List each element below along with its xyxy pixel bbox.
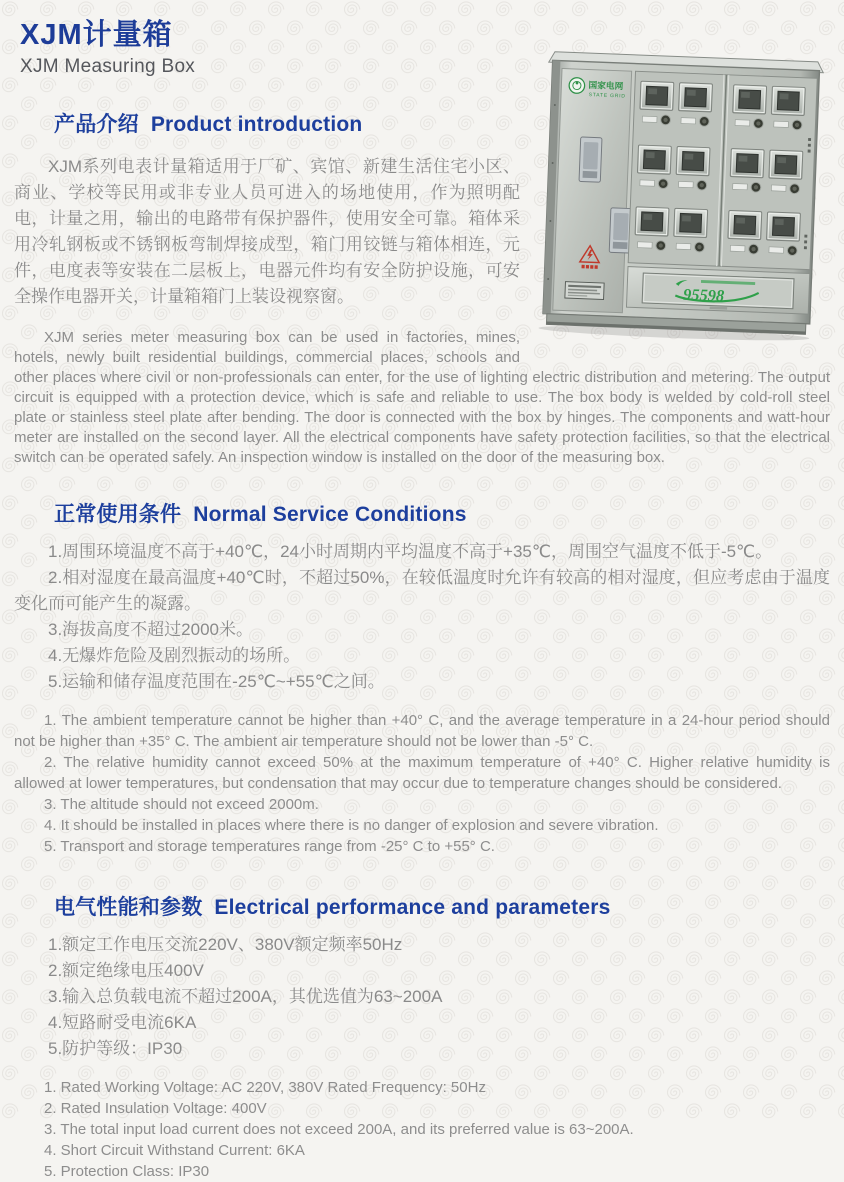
meter-window (727, 210, 761, 254)
list-item: 2. Rated Insulation Voltage: 400V (44, 1100, 267, 1117)
section-heading-en: Product introduction (150, 113, 363, 136)
section-heading (54, 891, 830, 921)
nameplate (565, 282, 604, 300)
meter-window (771, 86, 805, 130)
intro-paragraph-zh: XJM系列电表计量箱适用于厂矿、宾馆、新建生活住宅小区、商业、学校等民用或非专业人员可进入的场地使用，作为照明配电，计量之用，输出的电路带有保护器件，使用安全可靠。箱体采用冷轧钢板或不锈钢板弯制焊接成型，箱门用铰链与箱体相连，元件，电度表等安装在二层板上，电器元件均有安全防护设施，可安全操作电器开关，计量箱箱门上装设视察窗。 (14, 157, 520, 306)
meter-window (673, 208, 707, 252)
list-item: 2.相对湿度在最高温度+40℃时，不超过50%，在较低温度时允许有较高的相对湿度，但应考虑由于温度变化而可能产生的凝露。 (14, 568, 830, 613)
list-item: 2.额定绝缘电压400V (48, 961, 204, 980)
list-item: 4. It should be installed in places where there is no danger of explosion and severe vibration. (44, 817, 659, 834)
list-item: 5. Transport and storage temperatures range from -25° C to +55° C. (44, 838, 495, 855)
electrical-list-zh (14, 932, 830, 1062)
electrical-list-en (14, 1077, 830, 1182)
product-photo (534, 46, 830, 348)
measuring-box-illustration (534, 46, 830, 348)
list-item: 3.海拔高度不超过2000米。 (48, 620, 253, 639)
list-item: 4. Short Circuit Withstand Current: 6KA (44, 1142, 305, 1159)
list-item: 3. The total input load current does not exceed 200A, and its preferred value is 63~200A. (44, 1121, 634, 1138)
meter-window (637, 145, 671, 189)
list-item: 1.周围环境温度不高于+40℃，24小时周期内平均温度不高于+35℃，周围空气温度不低于-5℃。 (48, 542, 773, 561)
meter-window (730, 149, 764, 193)
door-handle[interactable] (579, 137, 602, 182)
section-heading-zh: 正常使用条件 (54, 503, 182, 526)
meter-window (732, 85, 766, 129)
meter-window (676, 146, 710, 190)
section-heading-zh: 产品介绍 (54, 113, 139, 136)
conditions-list-zh (14, 539, 830, 695)
hotline-number: 95598 (682, 284, 725, 306)
section-service-conditions (14, 498, 830, 857)
state-grid-emblem-icon (569, 77, 585, 93)
left-panel-door[interactable] (553, 68, 632, 312)
brand-name-zh: 国家电网 (588, 79, 624, 92)
intro-paragraph-en: XJM series meter measuring box can be used in factories, mines, hotels, newly built residential buildings, commercial places, schools and other places where civil or non-professionals can enter, for the use of lighting electric distribution and metering. The output circuit is equipped with a protection device, which is safe and reliable to use. The box body is welded by cold-roll steel plate or stainless steel plate after bending. The door is connected with the box by hinges. The components and watt-hour meter are installed on the second layer. All the electrical components have safety protection facilities, so that the electrical switch can be operated safely. An inspection window is installed on the door of the measuring box. (14, 329, 830, 466)
list-item: 5.防护等级：IP30 (48, 1039, 183, 1058)
list-item: 4.短路耐受电流6KA (48, 1013, 197, 1032)
meter-window (766, 212, 800, 256)
page-title: XJM计量箱 (20, 19, 173, 51)
list-item: 1. The ambient temperature cannot be higher than +40° C, and the average temperature in a 24-hour period should not be higher than +35° C. The ambient air temperature should not be lower than -5° C. (14, 712, 830, 750)
meter-window (678, 83, 712, 127)
section-heading-zh: 电气性能和参数 (54, 896, 203, 919)
list-item: 3. The altitude should not exceed 2000m. (44, 796, 319, 813)
list-item: 5.运输和储存温度范围在-25℃~+55℃之间。 (48, 672, 385, 691)
section-heading (54, 498, 830, 528)
list-item: 2. The relative humidity cannot exceed 50% at the maximum temperature of +40° C. Higher relative humidity is allowed at lower temperatures, but condensation that may occur due to temperature changes should be considered. (14, 754, 830, 792)
section-heading-en: Electrical performance and parameters (214, 896, 611, 919)
list-item: 5. Protection Class: IP30 (44, 1163, 210, 1180)
meter-window (768, 150, 802, 194)
list-item: 4.无爆炸危险及剧烈振动的场所。 (48, 646, 301, 665)
section-heading-en: Normal Service Conditions (193, 503, 467, 526)
list-item: 3.输入总负载电流不超过200A，其优选值为63~200A (48, 987, 443, 1006)
conditions-list-en (14, 710, 830, 857)
brand-name-en: STATE GRID (588, 92, 626, 100)
section-electrical-parameters (14, 891, 830, 1182)
meter-window (639, 81, 673, 125)
meter-window (634, 207, 668, 251)
list-item: 1.额定工作电压交流220V、380V额定频率50Hz (48, 935, 403, 954)
page-subtitle: XJM Measuring Box (20, 56, 196, 77)
list-item: 1. Rated Working Voltage: AC 220V, 380V Rated Frequency: 50Hz (44, 1079, 486, 1096)
